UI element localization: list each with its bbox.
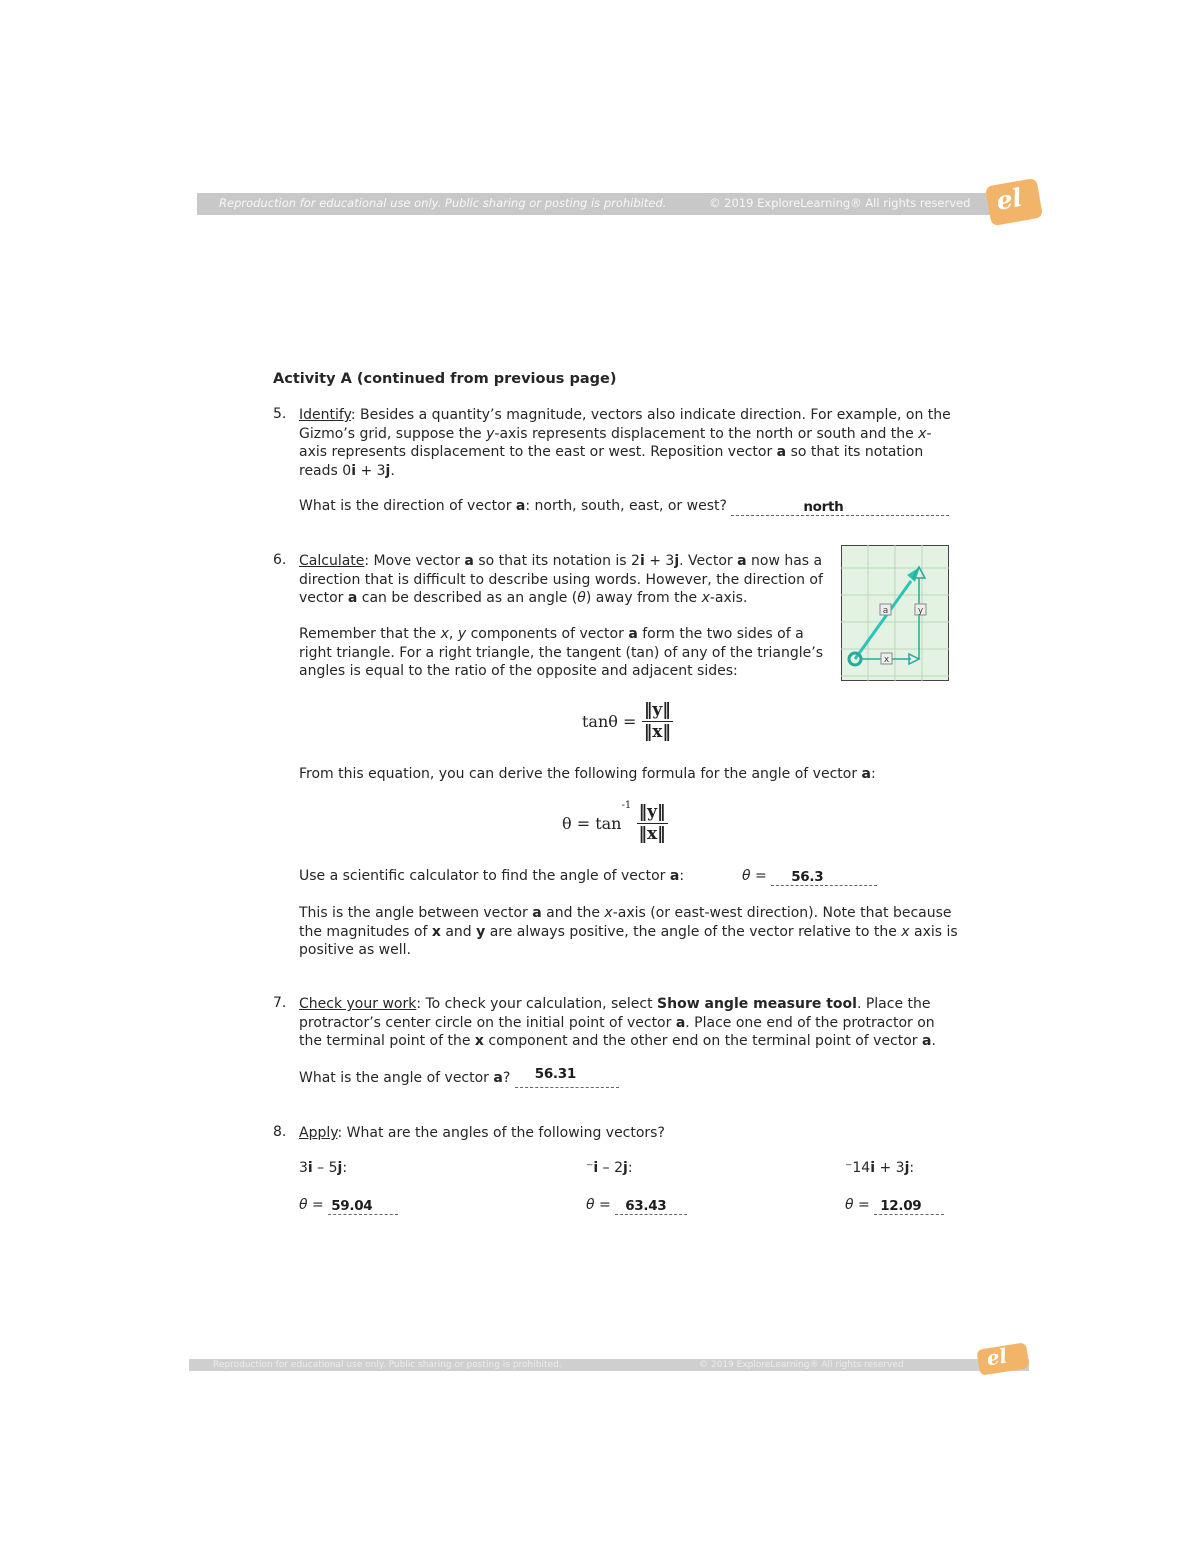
- q5-question-row: What is the direction of vector a: north, south, east, or west? north: [299, 497, 949, 516]
- q7-line-2: protractor’s center circle on the initial point of vector a. Place one end of the protractor on: [299, 1014, 935, 1031]
- q7-answer-blank[interactable]: [515, 1065, 619, 1088]
- formula2-left: θ = tan: [562, 814, 622, 833]
- q6-answer-blank[interactable]: [771, 869, 877, 886]
- q7-question-row: What is the angle of vector a? 56.31: [299, 1069, 619, 1088]
- q8-label: Apply: [299, 1125, 338, 1141]
- q6-note: [299, 904, 958, 960]
- q5-line-2: Gizmo’s grid, suppose the y-axis represents displacement to the north or south and the x-: [299, 425, 932, 442]
- section-title: Activity A (continued from previous page): [273, 371, 617, 387]
- q6-calc-prompt: Use a scientific calculator to find the angle of vector a:: [299, 868, 685, 884]
- q8-answer-blank-1[interactable]: [328, 1198, 398, 1215]
- q8-answer-2: 63.43: [625, 1197, 667, 1214]
- q6-label: Calculate: [299, 553, 365, 569]
- formula1-denominator: ‖x‖: [643, 722, 671, 742]
- formula-arctan: [562, 802, 668, 845]
- formula1-numerator: ‖y‖: [643, 700, 671, 720]
- header-left-notice: Reproduction for educational use only. Public sharing or posting is prohibited.: [219, 196, 667, 210]
- q7-line-1: Check your work: To check your calculation, select Show angle measure tool. Place the: [299, 996, 931, 1012]
- footer-right-notice: © 2019 ExploreLearning® All rights reserved: [699, 1360, 904, 1370]
- q6-para2-line-2: right triangle. For a right triangle, the tangent (tan) of any of the triangle’s: [299, 644, 824, 661]
- q5-line-4: reads 0i + 3j.: [299, 462, 395, 479]
- q6-theta-row: [742, 867, 877, 886]
- q8-theta-label-3: θ =: [845, 1197, 870, 1213]
- footer-logo-text: el: [984, 1343, 1009, 1371]
- q6-line-1: Calculate: Move vector a so that its notation is 2i + 3j. Vector a now has a: [299, 553, 823, 569]
- formula1-left: tanθ =: [582, 712, 637, 731]
- q7-label: Check your work: [299, 996, 417, 1012]
- q6-theta-label: θ =: [742, 868, 767, 884]
- figure-label-a: a: [882, 606, 889, 616]
- q5-answer-blank[interactable]: [731, 499, 949, 516]
- q8-number: 8.: [273, 1124, 287, 1140]
- q8-answer-1: 59.04: [331, 1197, 373, 1214]
- q7-answer: 56.31: [534, 1065, 576, 1082]
- q8-answer-blank-3[interactable]: [874, 1198, 944, 1215]
- q8-vector-2: ⁻i – 2j:: [586, 1160, 633, 1176]
- q6-note-line-3: positive as well.: [299, 942, 411, 958]
- q6-answer: 56.3: [791, 868, 824, 885]
- q8-theta-label-1: θ =: [299, 1197, 324, 1213]
- q8-answer-3: 12.09: [880, 1197, 922, 1214]
- formula2-fraction: [637, 802, 668, 845]
- q6-line-3: vector a can be described as an angle (θ) away from the x-axis.: [299, 590, 748, 606]
- logo-text: el: [994, 182, 1025, 216]
- q6-note-line-1: This is the angle between vector a and the x-axis (or east-west direction). Note that because: [299, 905, 952, 921]
- formula-tan: [582, 700, 673, 743]
- q6-text: [299, 552, 823, 608]
- header-banner: [197, 193, 992, 215]
- q7-line-3: the terminal point of the x component and the other end on the terminal point of vector a.: [299, 1033, 936, 1049]
- q6-para2: [299, 625, 823, 681]
- q8-theta-label-2: θ =: [586, 1197, 611, 1213]
- footer-banner: [189, 1359, 1029, 1371]
- q6-note-line-2: the magnitudes of x and y are always positive, the angle of the vector relative to the x axis is: [299, 923, 958, 940]
- figure-label-x: x: [883, 655, 890, 665]
- q8-answer-blank-2[interactable]: [615, 1198, 687, 1215]
- footer-left-notice: Reproduction for educational use only. Public sharing or posting is prohibited.: [213, 1360, 562, 1370]
- q8-answer-row-2: [586, 1196, 687, 1215]
- vector-grid-svg: [841, 545, 949, 681]
- formula2-superscript: -1: [621, 800, 632, 811]
- explorelearning-logo: [985, 178, 1043, 226]
- q5-line-3: axis represents displacement to the east or west. Reposition vector a so that its notation: [299, 444, 924, 460]
- q8-vector-3: ⁻14i + 3j:: [845, 1160, 915, 1176]
- q5-label: Identify: [299, 407, 351, 423]
- q8-answer-row-3: [845, 1196, 944, 1215]
- header-right-notice: © 2019 ExploreLearning® All rights reserved: [709, 196, 971, 210]
- formula1-fraction: [642, 700, 673, 743]
- q6-para2-line-1: Remember that the x, y components of vector a form the two sides of a: [299, 626, 804, 642]
- figure-label-y: y: [917, 606, 924, 616]
- formula2-numerator: ‖y‖: [638, 802, 666, 822]
- q6-number: 6.: [273, 552, 287, 568]
- formula2-denominator: ‖x‖: [638, 824, 666, 844]
- vector-grid-figure: [841, 545, 949, 681]
- q8-text: Apply: What are the angles of the following vectors?: [299, 1125, 665, 1141]
- q8-answer-row-1: [299, 1196, 398, 1215]
- q7-number: 7.: [273, 995, 287, 1011]
- q6-line-2: direction that is difficult to describe using words. However, the direction of: [299, 571, 823, 588]
- q6-para2-line-3: angles is equal to the ratio of the opposite and adjacent sides:: [299, 663, 738, 679]
- q5-answer: north: [803, 498, 844, 515]
- q8-vector-1: 3i – 5j:: [299, 1160, 348, 1176]
- q6-derive-text: From this equation, you can derive the following formula for the angle of vector a:: [299, 766, 876, 782]
- q7-text: [299, 995, 936, 1051]
- q5-text: [299, 406, 951, 480]
- q5-line-1: Identify: Besides a quantity’s magnitude, vectors also indicate direction. For example, on the: [299, 407, 951, 423]
- q5-number: 5.: [273, 406, 287, 422]
